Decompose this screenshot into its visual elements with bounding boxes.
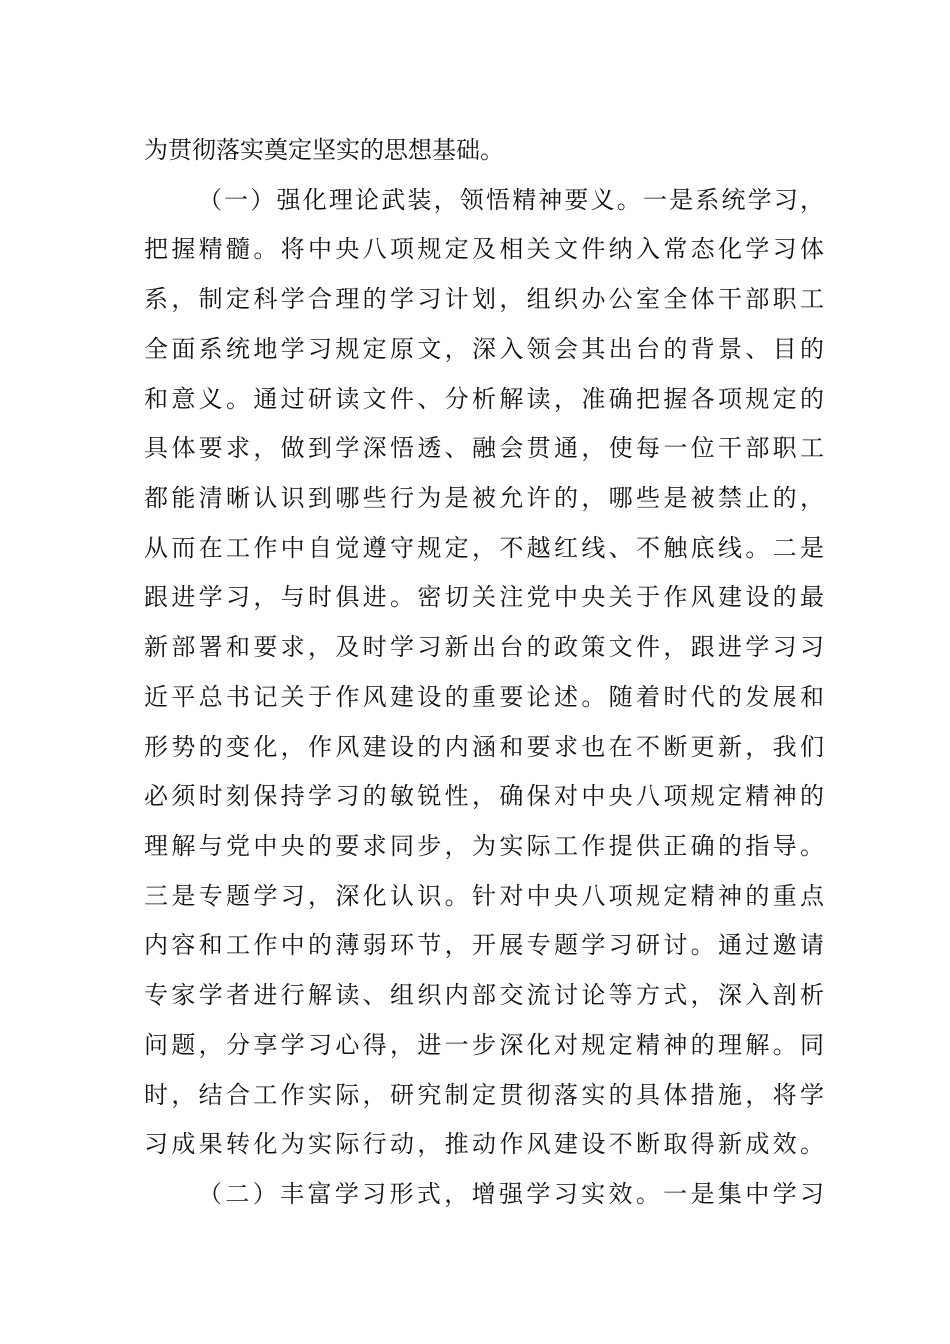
- text-line: 从而在工作中自觉遵守规定，不越红线、不触底线。二是: [144, 534, 824, 562]
- text-line: 近平总书记关于作风建设的重要论述。随着时代的发展和: [144, 683, 824, 711]
- paragraph-heading-2: （二）丰富学习形式，增强学习实效。一是集中学习: [198, 1180, 824, 1208]
- text-line: 问题，分享学习心得，进一步深化对规定精神的理解。同: [144, 1031, 824, 1059]
- text-line: 习成果转化为实际行动，推动作风建设不断取得新成效。: [144, 1130, 824, 1158]
- text-line: 理解与党中央的要求同步，为实际工作提供正确的指导。: [144, 832, 824, 860]
- text-line: 必须时刻保持学习的敏锐性，确保对中央八项规定精神的: [144, 782, 824, 810]
- text-line: 专家学者进行解读、组织内部交流讨论等方式，深入剖析: [144, 981, 824, 1009]
- paragraph-heading-1: （一）强化理论武装，领悟精神要义。一是系统学习，: [198, 186, 824, 214]
- text-line: 为贯彻落实奠定坚实的思想基础。: [144, 136, 504, 164]
- text-line: 具体要求，做到学深悟透、融会贯通，使每一位干部职工: [144, 434, 824, 462]
- text-line: 都能清晰认识到哪些行为是被允许的，哪些是被禁止的，: [144, 484, 824, 512]
- text-line: 全面系统地学习规定原文，深入领会其出台的背景、目的: [144, 335, 824, 363]
- text-line: 把握精髓。将中央八项规定及相关文件纳入常态化学习体: [144, 235, 824, 263]
- text-line: 新部署和要求，及时学习新出台的政策文件，跟进学习习: [144, 633, 824, 661]
- text-line: 和意义。通过研读文件、分析解读，准确把握各项规定的: [144, 385, 824, 413]
- text-line: 三是专题学习，深化认识。针对中央八项规定精神的重点: [144, 882, 824, 910]
- text-line: 跟进学习，与时俱进。密切关注党中央关于作风建设的最: [144, 583, 824, 611]
- text-line: 内容和工作中的薄弱环节，开展专题学习研讨。通过邀请: [144, 931, 824, 959]
- text-line: 系，制定科学合理的学习计划，组织办公室全体干部职工: [144, 285, 824, 313]
- text-line: 形势的变化，作风建设的内涵和要求也在不断更新，我们: [144, 733, 824, 761]
- text-line: 时，结合工作实际，研究制定贯彻落实的具体措施，将学: [144, 1081, 824, 1109]
